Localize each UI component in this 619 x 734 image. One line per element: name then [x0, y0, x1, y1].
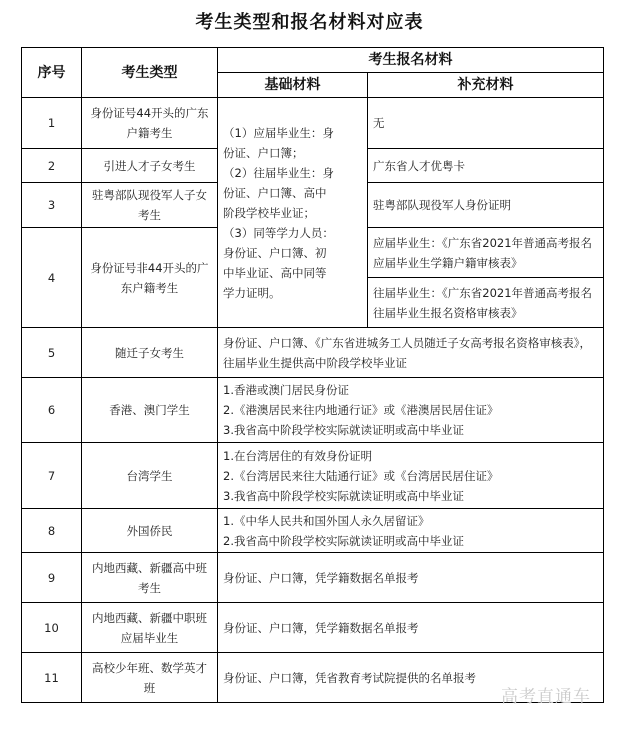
merged-material-list — [218, 509, 604, 553]
list-item: 1.在台湾居住的有效身份证明 — [223, 448, 372, 463]
student-type: 随迁子女考生 — [82, 328, 218, 378]
row-number: 4 — [22, 228, 82, 328]
supplement-material: 无 — [368, 98, 604, 149]
basic-line: 中毕业证、高中同等 — [223, 265, 327, 280]
row-number: 6 — [22, 378, 82, 443]
supplement-material: 广东省人才优粤卡 — [368, 149, 604, 183]
student-type: 引进人才子女考生 — [82, 149, 218, 183]
basic-line: 份证、户口簿、高中 — [223, 185, 327, 200]
merged-material: 身份证、户口簿，凭省教育考试院提供的名单报考 — [218, 653, 604, 703]
list-item: 1.香港或澳门居民身份证 — [223, 383, 349, 397]
list-item: 3.我省高中阶段学校实际就读证明或高中毕业证 — [223, 423, 464, 437]
table-row — [22, 553, 604, 603]
merged-material-list — [218, 443, 604, 509]
row-number: 11 — [22, 653, 82, 703]
student-type: 台湾学生 — [82, 443, 218, 509]
table-row — [22, 443, 604, 509]
student-type: 驻粤部队现役军人子女考生 — [82, 183, 218, 228]
row-number: 3 — [22, 183, 82, 228]
row-number: 2 — [22, 149, 82, 183]
basic-line: 份证、户口簿； — [223, 145, 304, 160]
row-number: 9 — [22, 553, 82, 603]
supplement-material: 驻粤部队现役军人身份证明 — [368, 183, 604, 228]
student-type: 身份证号44开头的广东户籍考生 — [82, 98, 218, 149]
page-title: 考生类型和报名材料对应表 — [195, 12, 424, 33]
row-number: 8 — [22, 509, 82, 553]
header-type: 考生类型 — [82, 48, 218, 98]
supplement-material-fresh: 应届毕业生：《广东省2021年普通高考报名应届毕业生学籍户籍审核表》 — [368, 228, 604, 278]
basic-line: （2）往届毕业生：身 — [223, 165, 334, 180]
basic-line: 身份证、户口簿、初 — [223, 245, 327, 260]
basic-materials — [218, 98, 368, 328]
basic-line: （1）应届毕业生：身 — [223, 125, 334, 140]
basic-line: （3）同等学力人员： — [223, 225, 334, 240]
list-item: 2.《台湾居民来往大陆通行证》或《台湾居民居住证》 — [223, 468, 499, 483]
student-type: 内地西藏、新疆高中班考生 — [82, 553, 218, 603]
header-materials: 考生报名材料 — [218, 48, 604, 73]
watermark: 高考直通车 — [501, 687, 591, 707]
list-item: 1.《中华人民共和国外国人永久居留证》 — [223, 513, 430, 528]
materials-table — [21, 47, 604, 703]
row-number: 5 — [22, 328, 82, 378]
list-item: 2.《港澳居民来往内地通行证》或《港澳居民居住证》 — [223, 403, 499, 417]
basic-line: 学力证明。 — [223, 285, 281, 300]
list-item: 2.我省高中阶段学校实际就读证明或高中毕业证 — [223, 533, 464, 548]
header-supplement: 补充材料 — [368, 73, 604, 98]
student-type: 高校少年班、数学英才班 — [82, 653, 218, 703]
table-row — [22, 603, 604, 653]
table-row — [22, 509, 604, 553]
table-row — [22, 328, 604, 378]
merged-material-list — [218, 378, 604, 443]
row-number: 7 — [22, 443, 82, 509]
row-number: 1 — [22, 98, 82, 149]
header-seq: 序号 — [22, 48, 82, 98]
list-item: 3.我省高中阶段学校实际就读证明或高中毕业证 — [223, 488, 464, 503]
supplement-material-former: 往届毕业生：《广东省2021年普通高考报名往届毕业生报名资格审核表》 — [368, 278, 604, 328]
student-type: 身份证号非44开头的广东户籍考生 — [82, 228, 218, 328]
row-number: 10 — [22, 603, 82, 653]
table-row — [22, 378, 604, 443]
merged-material: 身份证、户口簿，凭学籍数据名单报考 — [218, 553, 604, 603]
basic-line: 阶段学校毕业证； — [223, 205, 315, 220]
merged-material: 身份证、户口簿、《广东省进城务工人员随迁子女高考报名资格审核表》，往届毕业生提供高中阶段学校毕业证 — [218, 328, 604, 378]
merged-material: 身份证、户口簿，凭学籍数据名单报考 — [218, 603, 604, 653]
table-row — [22, 98, 604, 149]
header-basic: 基础材料 — [218, 73, 368, 98]
student-type: 香港、澳门学生 — [82, 378, 218, 443]
student-type: 内地西藏、新疆中职班应届毕业生 — [82, 603, 218, 653]
student-type: 外国侨民 — [82, 509, 218, 553]
